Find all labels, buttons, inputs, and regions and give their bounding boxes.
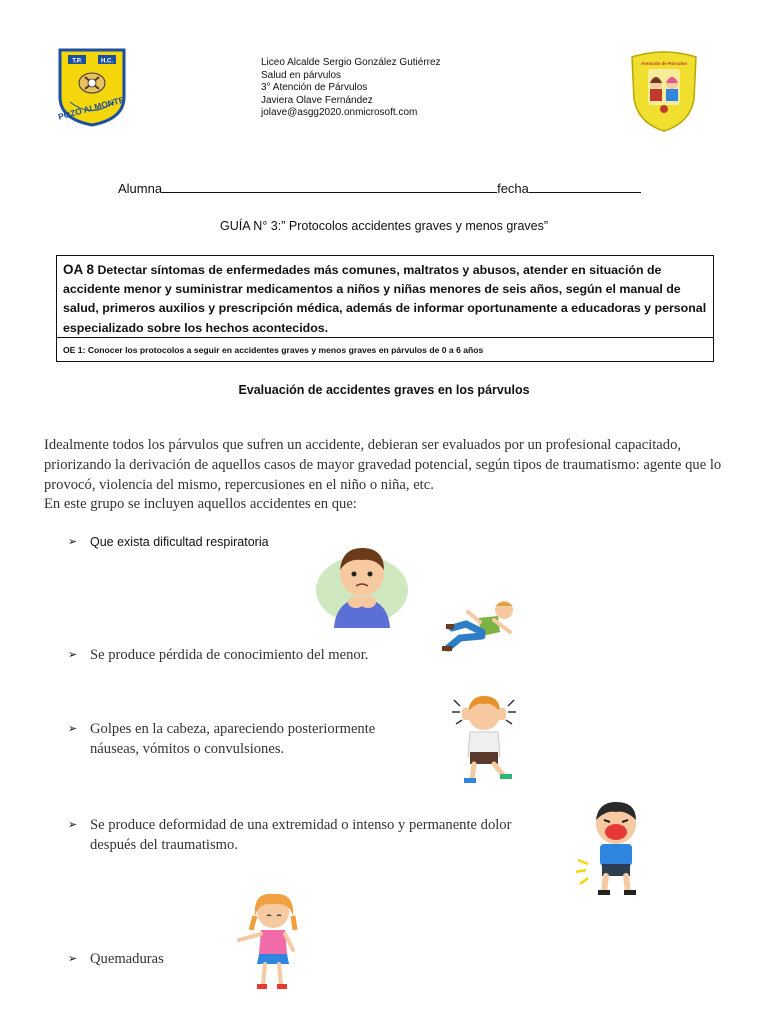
school-name: Liceo Alcalde Sergio González Gutiérrez xyxy=(261,57,441,68)
bullet-text: Se produce pérdida de conocimiento del menor. xyxy=(90,647,369,663)
subject-name: Salud en párvulos xyxy=(261,69,342,81)
bullet-text: Golpes en la cabeza, apareciendo posteriormente náuseas, vómitos o convulsiones. xyxy=(90,721,376,757)
intro-paragraph xyxy=(44,436,734,515)
header-info xyxy=(261,57,441,120)
badge-text: Atención de Párvulos xyxy=(640,61,688,66)
arrow-bullet-icon: ➢ xyxy=(68,722,78,735)
head-injury-child-illustration xyxy=(448,690,520,788)
course-badge-right xyxy=(628,49,700,135)
alumna-label: Alumna xyxy=(118,181,163,196)
bullet-item xyxy=(68,532,269,552)
oa-objective xyxy=(57,256,713,338)
arrow-bullet-icon: ➢ xyxy=(68,535,78,548)
guide-title: GUÍA N° 3:” Protocolos accidentes graves y menos graves” xyxy=(219,219,549,233)
burned-girl-illustration xyxy=(233,890,303,994)
bullet-item xyxy=(68,815,528,855)
alumna-field[interactable] xyxy=(162,180,497,193)
arrow-bullet-icon: ➢ xyxy=(68,818,78,831)
fainted-child-illustration xyxy=(438,598,520,662)
fecha-label: fecha xyxy=(497,181,529,196)
bullet-item xyxy=(68,949,164,969)
bullet-item xyxy=(68,645,368,665)
bullet-item xyxy=(68,719,418,759)
bullet-text: Que exista dificultad respiratoria xyxy=(90,535,269,549)
bullet-text: Quemaduras xyxy=(90,951,164,967)
section-title: Evaluación de accidentes graves en los párvulos xyxy=(238,383,530,397)
arrow-bullet-icon: ➢ xyxy=(68,952,78,965)
teacher-email: jolave@asgg2020.onmicrosoft.com xyxy=(261,107,418,118)
leg-pain-child-illustration xyxy=(574,800,646,898)
bullet-text: Se produce deformidad de una extremidad o intenso y permanente dolor después del traumatismo. xyxy=(90,817,512,853)
fecha-field[interactable] xyxy=(529,180,641,193)
teacher-name: Javiera Olave Fernández xyxy=(261,94,373,106)
intro-line2: En este grupo se incluyen aquellos accidentes en que: xyxy=(44,496,357,513)
oa-text: Detectar síntomas de enfermedades más comunes, maltratos y abusos, atender en situación de accidente menor y suministrar medicamentos a niños y niñas menores de seis años, según el manual de salud, primeros auxilios y prescripción médica, además de informar oportunamente a educadoras y personal especializado sobre los hechos acontecidos. xyxy=(63,263,707,335)
student-name-row xyxy=(118,180,641,196)
course-name: 3° Atención de Párvulos xyxy=(261,82,368,93)
logo-tab-hc: H.C. xyxy=(101,58,113,65)
school-logo-left xyxy=(57,47,127,127)
choking-child-illustration xyxy=(312,538,412,628)
oa-code: OA 8 xyxy=(63,262,95,277)
logo-tab-tp: T.P. xyxy=(72,58,82,65)
oe-objective: OE 1: Conocer los protocolos a seguir en accidentes graves y menos graves en párvulos de 0 a 6 años xyxy=(63,345,484,355)
logo-text: POZO ALMONTE xyxy=(57,94,126,122)
arrow-bullet-icon: ➢ xyxy=(68,648,78,661)
intro-text: Idealmente todos los párvulos que sufren un accidente, debieran ser evaluados por un profesional capacitado, priorizando la derivación de aquellos casos de mayor gravedad potencial, según tipos de traumatismo: agente que lo provocó, violencia del mismo, repercusiones en el niño o niña, etc. xyxy=(44,437,722,493)
objectives-box xyxy=(56,255,714,362)
